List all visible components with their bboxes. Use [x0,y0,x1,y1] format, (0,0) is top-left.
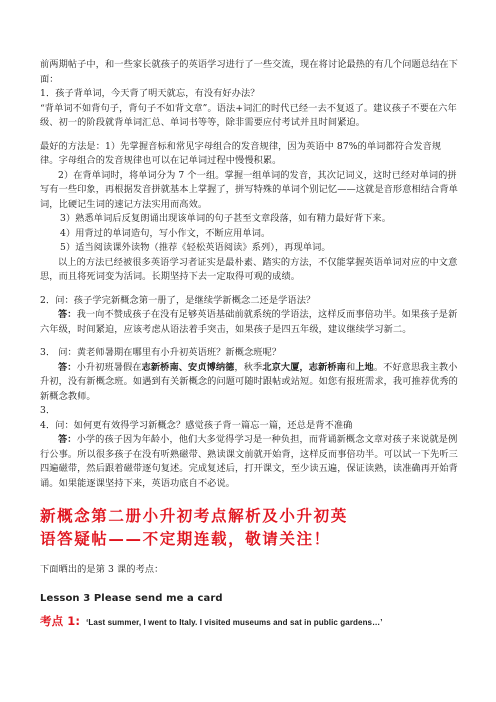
kaodian-row [40,614,458,631]
question-2: 2．问：孩子学完新概念第一册了，是继续学新概念二还是学语法？ [40,294,316,306]
subtitle: 下面晒出的是第 3 课的考点： [40,564,164,575]
red-title-line-2: 语答疑帖——不定期连载，敬请关注！ [40,530,331,548]
answer-3 [40,361,458,405]
answer-2 [40,308,458,337]
lesson-title: Lesson 3 Please send me a card [40,592,223,604]
answer-label: 答： [58,309,77,320]
answer-2-text: 我一向不赞成孩子在没有足够英语基础前就系统的学语法，这样反而事倍功半。如果孩子是新六年级，时间紧迫，应该考虑从语法着手突击，如果孩子是四五年级，建议继续学习新二。 [40,309,458,335]
intro-paragraph: 前两期帖子中，和一些家长就孩子的英语学习进行了一些交流，现在将讨论最热的有几个问题总结在下面： [40,59,458,85]
answer-3-text-a: 小升初班暑假在 [76,361,142,373]
question-3: 3． 问：黄老师暑期在哪里有小升初英语班？新概念班呢？ [40,347,282,358]
kaodian-text: ‘Last summer, I went to Italy. I visited museums and sat in public gardens…’ [86,617,383,627]
answer-3-text-b: ，秋季 [234,361,263,373]
question-1-step-5: 5）适当阅读课外读物（推荐《轻松英语阅读》系列），再现单词。 [60,242,331,253]
answer-4-text: 小学的孩子因为年龄小，他们大多觉得学习是一种负担，而背诵新概念文章对孩子来说就是例行公事。所以很多孩子在没有听熟磁带、熟读课文前就开始背，这样反而事倍功半。可以试一下先听三四遍磁带，然后跟着磁带逐句复述。完成复述后，打开课文，至少读五遍，保证读熟，读准确再开始背诵。如果能逐课坚持下来，英语功底自不必说。 [40,434,458,489]
kaodian-label: 考点 1: [40,613,81,628]
answer-label: 答： [58,434,77,445]
red-title-line-1: 新概念第二册小升初考点解析及小升初英 [40,507,348,525]
stray-number: 3． [40,405,56,416]
document-body [40,58,458,630]
location-3: 上地 [355,361,374,373]
question-1-best-method: 最好的方法是：1）先掌握音标和常见字母组合的发音规律，因为英语中 87%的单词都符合发音规律。字母组合的发音规律也可以在记单词过程中慢慢积累。 [40,140,442,166]
question-1-step-3: 3）熟悉单词后反复朗诵出现该单词的句子甚至文章段落，如有精力最好背下来。 [60,213,392,224]
question-1-step-2: 2）在背单词时，将单词分为 7 个一组。掌握一组单词的发音，其次记词义，这时已经对单词的拼写有一些印象，再根据发音拼就基本上掌握了，拼写特殊的单词个别记忆——这就是音形意相结合背单词，比硬记生词的速记方法实用而高效。 [40,169,458,210]
answer-label: 答： [58,361,77,373]
answer-4 [40,433,458,491]
answer-3-text-c: 和 [345,361,356,373]
question-1-quote: “背单词不如背句子，背句子不如背文章”。语法+词汇的时代已经一去不复返了。建议孩子不要在六年级、初一的阶段就背单词汇总、单词书等等，除非需要应付考试并且时间紧迫。 [40,102,457,128]
question-1-step-4: 4）用背过的单词造句，写小作文，不断应用单词。 [60,227,271,239]
question-1-summary: 以上的方法已经被很多英语学习者证实是最朴素、踏实的方法，不仅能掌握英语单词对应的中文意思，而且将死词变为活词。长期坚持下去一定取得可观的成绩。 [40,256,458,282]
location-1: 志新桥南、安贞博纳德 [141,361,235,373]
location-2: 北京大厦，志新桥南 [262,361,346,373]
question-4: 4．问：如何更有效得学习新概念？感觉孩子背一篇忘一篇，还总是背不准确 [40,419,353,431]
question-1: 1．孩子背单词，今天背了明天就忘，有没有好办法？ [40,88,260,99]
answer-3-text-d: 。不好意思我主教小升初，没有新概念班。如遇到有关新概念的问题可随时跟帖或站短。如您有报班需求，我可推荐优秀的新概念教师。 [40,361,458,402]
